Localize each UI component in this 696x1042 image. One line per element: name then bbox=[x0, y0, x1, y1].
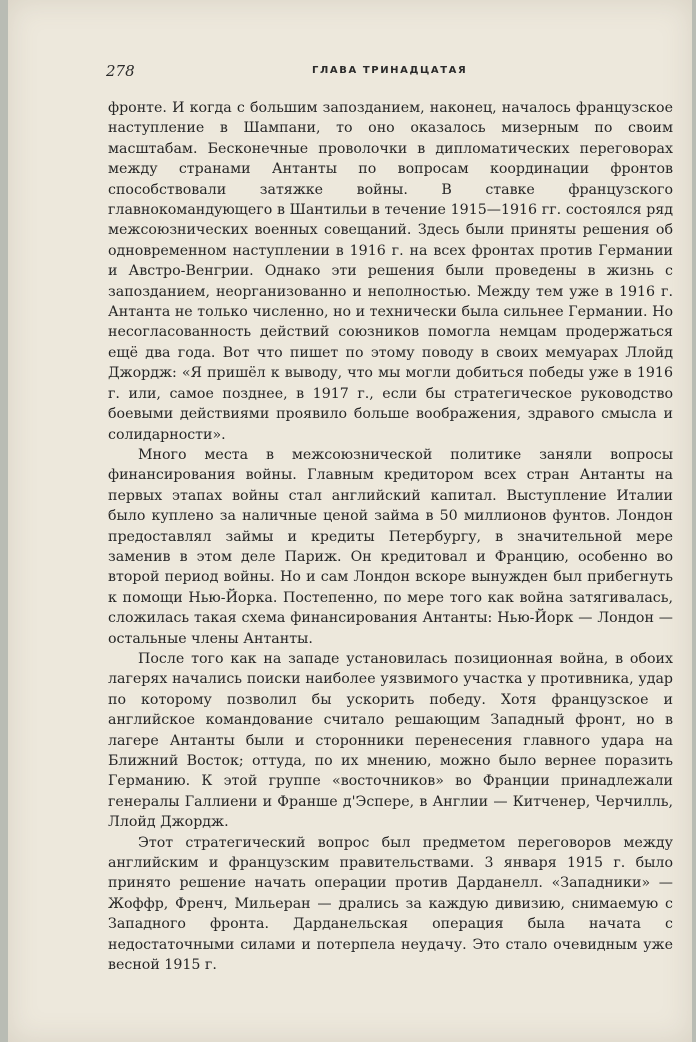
paragraph-1: фронте. И когда с большим запозданием, наконец, началось французское наступление в Шампани, то оно оказалось мизерным по своим масштабам. Бесконечные проволочки в дипломатических переговорах между странами Антанты по вопросам координации фронтов способствовали затяжке войны. В ставке французского главнокомандующего в Шантильи в течение 1915—1916 гг. состоялся ряд межсоюзнических военных совещаний. Здесь были приняты решения об одновременном наступлении в 1916 г. на всех фронтах против Германии и Австро-Венгрии. Однако эти решения были проведены в жизнь с запозданием, неорганизованно и неполностью. Между тем уже в 1916 г. Антанта не только численно, но и технически была сильнее Германии. Но несогласованность действий союзников помогла немцам продержаться ещё два года. Вот что пишет по этому поводу в своих мемуарах Ллойд Джордж: «Я пришёл к выводу, что мы могли добиться победы уже в 1916 г. или, самое позднее, в 1917 г., если бы стратегическое руководство боевыми действиями проявило больше воображения, здравого смысла и солидарности». bbox=[108, 100, 673, 443]
page-number: 278 bbox=[106, 62, 135, 80]
paragraph-3: После того как на западе установилась позиционная война, в обоих лагерях начались поиски наиболее уязвимого участка у противника, удар по которому позволил бы ускорить победу. Хотя французское и английское командование считало решающим Западный фронт, но в лагере Антанты были и сторонники перенесения главного удара на Ближний Восток; оттуда, по их мнению, можно было вернее поразить Германию. К этой группе «восточников» во Франции принадлежали генералы Галлиени и Франше д'Эспере, в Англии — Китченер, Черчилль, Ллойд Джордж. bbox=[108, 650, 673, 831]
book-page bbox=[8, 0, 692, 1042]
running-head: ГЛАВА ТРИНАДЦАТАЯ bbox=[312, 65, 468, 76]
paragraph-4: Этот стратегический вопрос был предметом переговоров между английским и французским правительствами. 3 января 1915 г. было принято решение начать операции против Дарданелл. «Западники» — Жоффр, Френч, Мильеран — дрались за каждую дивизию, снимаемую с Западного фронта. Дарданельская операция была начата с недостаточными силами и потерпела неудачу. Это стало очевидным уже весной 1915 г. bbox=[108, 834, 673, 974]
page-header bbox=[106, 62, 671, 84]
body-text bbox=[108, 98, 673, 975]
paragraph-2: Много места в межсоюзнической политике заняли вопросы финансирования войны. Главным кредитором всех стран Антанты на первых этапах войны стал английский капитал. Выступление Италии было куплено за наличные ценой займа в 50 миллионов фунтов. Лондон предоставлял займы и кредиты Петербургу, в значительной мере заменив в этом деле Париж. Он кредитовал и Францию, особенно во второй период войны. Но и сам Лондон вскоре вынужден был прибегнуть к помощи Нью-Йорка. Постепенно, по мере того как война затягивалась, сложилась такая схема финансирования Антанты: Нью-Йорк — Лондон — остальные члены Антанты. bbox=[108, 446, 673, 647]
